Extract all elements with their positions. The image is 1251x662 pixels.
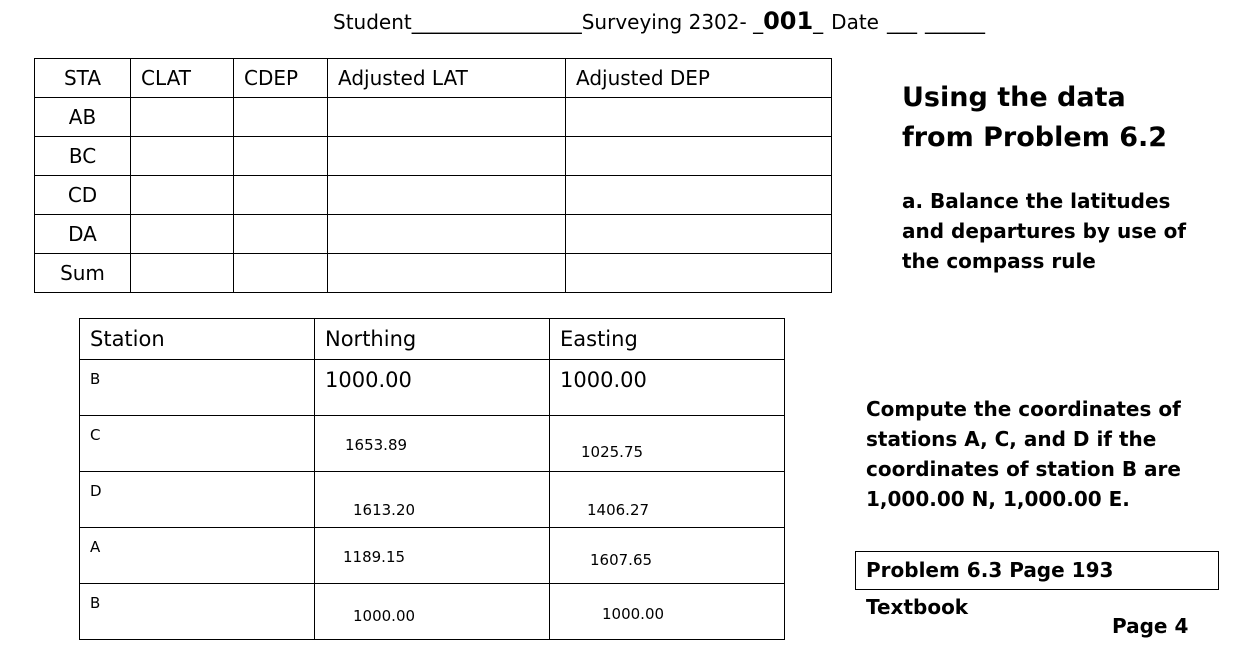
blank-cell [566,98,832,137]
course-label: Surveying 2302- _ [581,10,764,34]
blank-cell [328,137,566,176]
blank-cell [328,98,566,137]
instruction-line: Compute the coordinates of [866,397,1181,421]
blank-cell [131,176,234,215]
table-row [80,416,785,472]
row-label-cd: CD [35,176,131,215]
station-label: C [90,426,101,444]
easting-value: 1025.75 [581,443,644,461]
blank-cell [566,176,832,215]
row-label-bc: BC [35,137,131,176]
header-line [333,4,985,39]
instruction-line: the compass rule [902,249,1096,273]
instruction-line: stations A, C, and D if the [866,427,1157,451]
row-label-sum: Sum [35,254,131,293]
compute-instructions [866,394,1181,514]
date-blank-3: ___ [954,10,985,34]
table-row [80,584,785,640]
station-label: D [90,482,102,500]
date-blank-2: ___ [924,10,955,34]
row-label-da: DA [35,215,131,254]
blank-cell [566,254,832,293]
blank-cell [131,215,234,254]
blank-cell [131,98,234,137]
coordinates-table [79,318,785,640]
section-number: 001 [763,7,814,35]
station-label: B [90,594,101,612]
col-header-clat: CLAT [131,59,234,98]
blank-cell [234,98,328,137]
row-label-ab: AB [35,98,131,137]
blank-cell [234,215,328,254]
blank-cell [234,176,328,215]
col-header-station: Station [80,319,315,360]
table-row [80,528,785,584]
col-header-adjusted-lat: Adjusted LAT [328,59,566,98]
easting-value: 1000.00 [602,605,665,623]
blank-cell [566,137,832,176]
table-row [80,360,785,416]
northing-value: 1613.20 [353,501,416,519]
table-row [35,254,832,293]
title-line: Using the data [902,82,1126,113]
northing-value: 1000.00 [325,368,412,392]
blank-cell [566,215,832,254]
part-a-instructions [902,186,1186,276]
instruction-line: a. Balance the latitudes [902,189,1171,213]
blank-cell [131,137,234,176]
balance-table [34,58,832,293]
date-label: Date [831,10,879,34]
blank-cell [131,254,234,293]
blank-cell [328,176,566,215]
table-row [35,215,832,254]
col-header-adjusted-dep: Adjusted DEP [566,59,832,98]
problem-reference-box: Problem 6.3 Page 193 Textbook [855,551,1219,590]
northing-value: 1000.00 [353,607,416,625]
blank-cell [234,254,328,293]
student-blank: _________________ [411,10,582,34]
date-blank-1: ___ [886,10,917,34]
easting-value: 1607.65 [590,551,653,569]
table-row [80,472,785,528]
title-line: from Problem 6.2 [902,122,1168,153]
section-suffix: _ [813,10,824,34]
problem-title [902,78,1167,158]
blank-cell [328,254,566,293]
northing-value: 1189.15 [343,548,406,566]
col-header-northing: Northing [315,319,550,360]
instruction-line: 1,000.00 N, 1,000.00 E. [866,487,1130,511]
page-number: Page 4 [1112,614,1189,638]
easting-value: 1406.27 [587,501,650,519]
table-row [35,98,832,137]
col-header-sta: STA [35,59,131,98]
coord-header-row [80,319,785,360]
table-row [35,176,832,215]
blank-cell [234,137,328,176]
instruction-line: coordinates of station B are [866,457,1181,481]
northing-value: 1653.89 [345,436,408,454]
col-header-easting: Easting [550,319,785,360]
balance-header-row [35,59,832,98]
easting-value: 1000.00 [560,368,647,392]
table-row [35,137,832,176]
instruction-line: and departures by use of [902,219,1187,243]
station-label: A [90,538,101,556]
student-label: Student [333,10,412,34]
blank-cell [328,215,566,254]
col-header-cdep: CDEP [234,59,328,98]
station-label: B [90,370,101,388]
